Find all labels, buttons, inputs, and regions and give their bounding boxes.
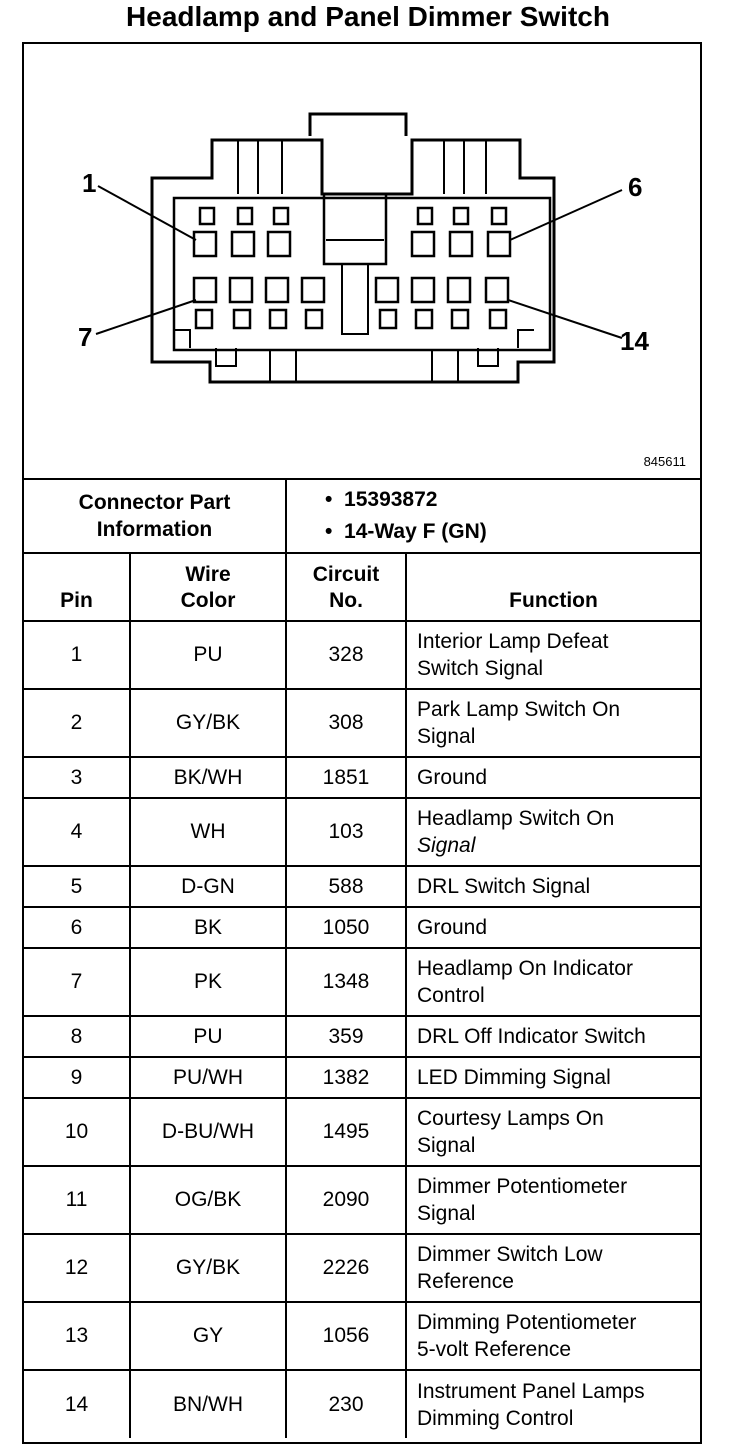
callout-pin-6: 6 xyxy=(628,172,643,202)
table-row xyxy=(24,1370,700,1438)
figure-frame xyxy=(22,42,702,1444)
table-row xyxy=(24,1302,700,1370)
circuit-cell: 588 xyxy=(286,866,406,907)
connector-info-label: Connector Part Information xyxy=(24,479,286,553)
table-row xyxy=(24,798,700,866)
table-row xyxy=(24,757,700,798)
figure-number: 845611 xyxy=(643,454,686,469)
function-cell: Park Lamp Switch On Signal xyxy=(406,689,700,757)
pin-cell: 8 xyxy=(24,1016,130,1057)
part-number: 15393872 xyxy=(344,488,438,511)
column-header-wire-color: Wire Color xyxy=(130,553,286,621)
wire-color-cell: BN/WH xyxy=(130,1370,286,1438)
circuit-cell: 1056 xyxy=(286,1302,406,1370)
wire-color-cell: PU/WH xyxy=(130,1057,286,1098)
callout-pin-7: 7 xyxy=(78,322,93,352)
function-cell: Headlamp Switch On Signal xyxy=(406,798,700,866)
function-cell: LED Dimming Signal xyxy=(406,1057,700,1098)
circuit-cell: 359 xyxy=(286,1016,406,1057)
pin-cell: 7 xyxy=(24,948,130,1016)
circuit-cell: 1495 xyxy=(286,1098,406,1166)
circuit-cell: 1382 xyxy=(286,1057,406,1098)
function-cell: Dimmer Switch Low Reference xyxy=(406,1234,700,1302)
connector-table xyxy=(24,478,700,1438)
pin-cell: 14 xyxy=(24,1370,130,1438)
table-row xyxy=(24,621,700,689)
pin-cell: 12 xyxy=(24,1234,130,1302)
wire-color-cell: BK xyxy=(130,907,286,948)
table-row xyxy=(24,907,700,948)
pin-cell: 9 xyxy=(24,1057,130,1098)
connector-info-row xyxy=(24,479,700,553)
wire-color-cell: D-BU/WH xyxy=(130,1098,286,1166)
circuit-cell: 1348 xyxy=(286,948,406,1016)
table-row xyxy=(24,1098,700,1166)
table-row xyxy=(24,1234,700,1302)
function-cell: DRL Off Indicator Switch xyxy=(406,1016,700,1057)
pin-cell: 11 xyxy=(24,1166,130,1234)
function-cell: Ground xyxy=(406,757,700,798)
column-header-row xyxy=(24,553,700,621)
circuit-cell: 103 xyxy=(286,798,406,866)
table-row xyxy=(24,948,700,1016)
table-row xyxy=(24,1057,700,1098)
column-header-function: Function xyxy=(406,553,700,621)
wire-color-cell: GY xyxy=(130,1302,286,1370)
function-cell: Courtesy Lamps On Signal xyxy=(406,1098,700,1166)
function-cell: Interior Lamp Defeat Switch Signal xyxy=(406,621,700,689)
wire-color-cell: OG/BK xyxy=(130,1166,286,1234)
circuit-cell: 2226 xyxy=(286,1234,406,1302)
circuit-cell: 308 xyxy=(286,689,406,757)
pin-cell: 5 xyxy=(24,866,130,907)
wire-color-cell: WH xyxy=(130,798,286,866)
circuit-cell: 230 xyxy=(286,1370,406,1438)
connector-description: 14-Way F (GN) xyxy=(344,520,487,543)
column-header-circuit: Circuit No. xyxy=(286,553,406,621)
wire-color-cell: BK/WH xyxy=(130,757,286,798)
pin-cell: 13 xyxy=(24,1302,130,1370)
pin-cell: 2 xyxy=(24,689,130,757)
wire-color-cell: PU xyxy=(130,621,286,689)
pin-cell: 1 xyxy=(24,621,130,689)
function-cell: Dimming Potentiometer 5-volt Reference xyxy=(406,1302,700,1370)
pin-cell: 4 xyxy=(24,798,130,866)
wire-color-cell: GY/BK xyxy=(130,1234,286,1302)
pin-cell: 10 xyxy=(24,1098,130,1166)
wire-color-cell: D-GN xyxy=(130,866,286,907)
table-row xyxy=(24,866,700,907)
function-cell: Headlamp On Indicator Control xyxy=(406,948,700,1016)
connector-info-values: • 15393872 • 14-Way F (GN) xyxy=(286,479,700,553)
table-row xyxy=(24,1016,700,1057)
connector-diagram xyxy=(24,44,700,478)
function-cell: Instrument Panel Lamps Dimming Control xyxy=(406,1370,700,1438)
circuit-cell: 2090 xyxy=(286,1166,406,1234)
page-title: Headlamp and Panel Dimmer Switch xyxy=(126,1,610,32)
callout-pin-14: 14 xyxy=(620,326,649,356)
table-row xyxy=(24,689,700,757)
wire-color-cell: GY/BK xyxy=(130,689,286,757)
wire-color-cell: PU xyxy=(130,1016,286,1057)
circuit-cell: 1050 xyxy=(286,907,406,948)
table-row xyxy=(24,1166,700,1234)
wire-color-cell: PK xyxy=(130,948,286,1016)
circuit-cell: 328 xyxy=(286,621,406,689)
column-header-pin: Pin xyxy=(24,553,130,621)
circuit-cell: 1851 xyxy=(286,757,406,798)
callout-pin-1: 1 xyxy=(82,168,97,198)
function-cell: DRL Switch Signal xyxy=(406,866,700,907)
function-cell: Ground xyxy=(406,907,700,948)
pin-cell: 3 xyxy=(24,757,130,798)
function-cell: Dimmer Potentiometer Signal xyxy=(406,1166,700,1234)
pin-cell: 6 xyxy=(24,907,130,948)
